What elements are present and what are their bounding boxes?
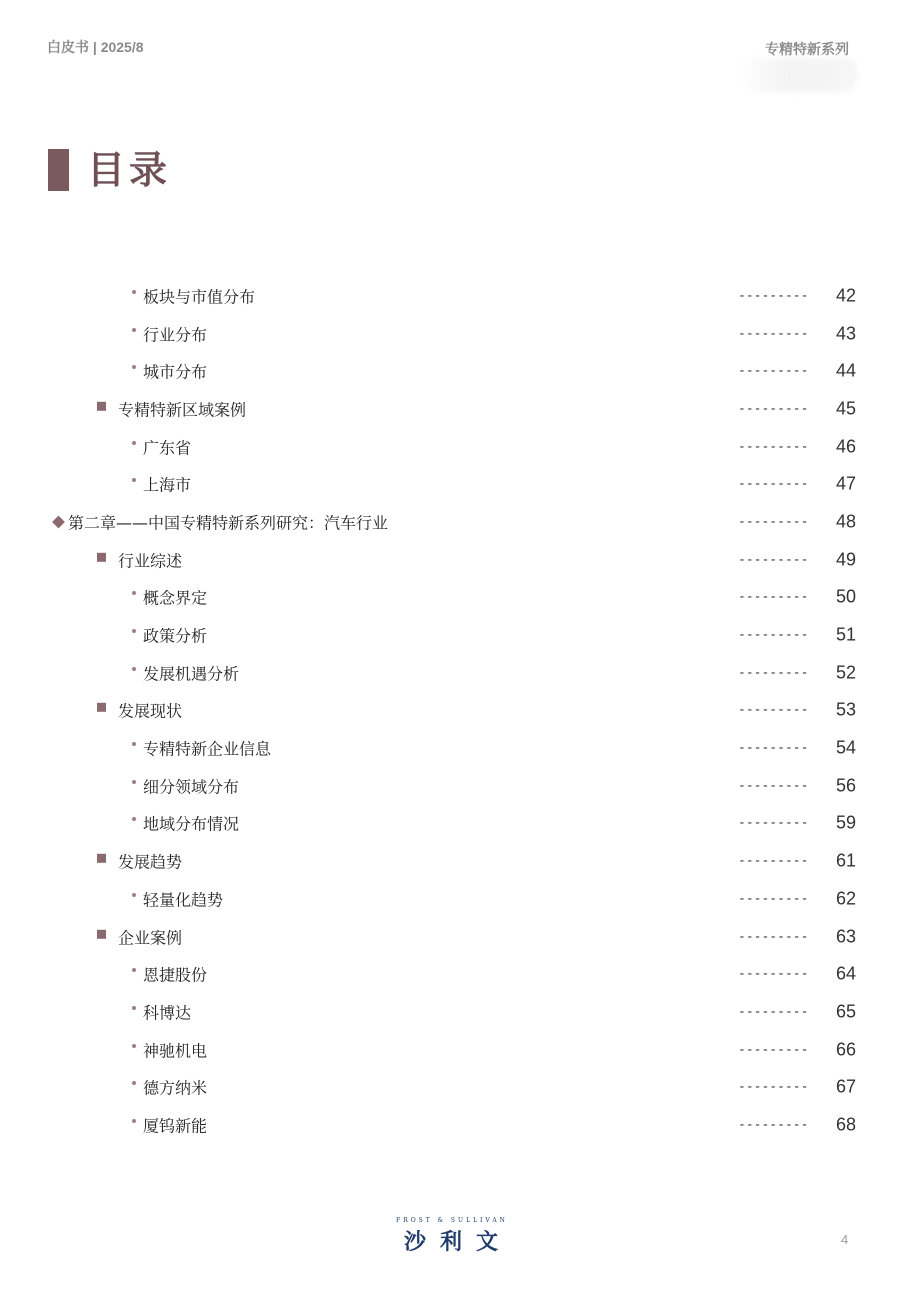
toc-entry-page: 64 xyxy=(835,963,856,984)
toc-entry-label: 板块与市值分布 xyxy=(143,287,256,307)
toc-entry-label: 专精特新企业信息 xyxy=(143,739,272,759)
toc-entry[interactable] xyxy=(0,805,900,843)
toc-entry[interactable] xyxy=(0,428,900,466)
toc-entry-page: 63 xyxy=(835,926,856,947)
toc-entry[interactable] xyxy=(0,654,900,692)
toc-entry-label: 科博达 xyxy=(143,1003,192,1023)
toc-leader-dashes: --------- xyxy=(738,1117,809,1133)
toc-entry-label: 行业综述 xyxy=(118,551,183,571)
title-accent-bar xyxy=(48,149,69,191)
toc-leader-dashes: --------- xyxy=(738,1079,809,1095)
toc-leader-dashes: --------- xyxy=(738,401,809,417)
square-bullet-icon xyxy=(97,703,106,712)
toc-entry-label: 广东省 xyxy=(143,438,192,458)
toc-entry[interactable] xyxy=(0,993,900,1031)
toc-leader-dashes: --------- xyxy=(738,966,809,982)
toc-entry[interactable] xyxy=(0,842,900,880)
dot-bullet-icon xyxy=(132,591,136,595)
toc-entry-label: 发展趋势 xyxy=(118,852,183,872)
square-bullet-icon xyxy=(97,854,106,863)
toc-entry[interactable] xyxy=(0,1031,900,1069)
dot-bullet-icon xyxy=(132,1119,136,1123)
toc-entry[interactable] xyxy=(0,616,900,654)
dot-bullet-icon xyxy=(132,817,136,821)
toc-entry-page: 42 xyxy=(835,285,856,306)
toc-leader-dashes: --------- xyxy=(738,815,809,831)
toc-entry-page: 48 xyxy=(835,511,856,532)
square-bullet-icon xyxy=(97,929,106,938)
toc-entry-page: 65 xyxy=(835,1001,856,1022)
toc-entry[interactable] xyxy=(0,315,900,353)
toc-entry-page: 44 xyxy=(835,360,856,381)
toc-leader-dashes: --------- xyxy=(738,1004,809,1020)
table-of-contents xyxy=(0,277,900,1144)
toc-entry-page: 66 xyxy=(835,1039,856,1060)
toc-entry-page: 67 xyxy=(835,1076,856,1097)
toc-entry-label: 细分领域分布 xyxy=(143,777,240,797)
header-date: 白皮书 | 2025/8 xyxy=(47,39,144,55)
toc-entry-label: 上海市 xyxy=(143,475,192,495)
logo-english-text: FROST & SULLIVAN xyxy=(396,1217,508,1224)
toc-entry-page: 51 xyxy=(835,624,856,645)
dot-bullet-icon xyxy=(132,441,136,445)
toc-entry-page: 49 xyxy=(835,549,856,570)
toc-leader-dashes: --------- xyxy=(738,627,809,643)
frost-sullivan-logo xyxy=(390,1217,514,1256)
dot-bullet-icon xyxy=(132,1006,136,1010)
dot-bullet-icon xyxy=(132,328,136,332)
toc-entry[interactable] xyxy=(0,277,900,315)
dot-bullet-icon xyxy=(132,478,136,482)
header-series: 专精特新系列 xyxy=(765,42,849,58)
toc-leader-dashes: --------- xyxy=(738,1042,809,1058)
dot-bullet-icon xyxy=(132,667,136,671)
toc-entry-label: 城市分布 xyxy=(143,362,208,382)
dot-bullet-icon xyxy=(132,629,136,633)
toc-leader-dashes: --------- xyxy=(738,929,809,945)
toc-leader-dashes: --------- xyxy=(738,589,809,605)
dot-bullet-icon xyxy=(132,893,136,897)
toc-entry-page: 59 xyxy=(835,812,856,833)
toc-entry-label: 恩捷股份 xyxy=(143,965,208,985)
toc-entry-page: 61 xyxy=(835,850,856,871)
square-bullet-icon xyxy=(97,402,106,411)
toc-entry[interactable] xyxy=(0,503,900,541)
toc-entry-page: 47 xyxy=(835,473,856,494)
toc-entry-label: 专精特新区域案例 xyxy=(118,400,247,420)
toc-leader-dashes: --------- xyxy=(738,853,809,869)
toc-entry[interactable] xyxy=(0,692,900,730)
toc-entry-label: 行业分布 xyxy=(143,325,208,345)
toc-entry-label: 企业案例 xyxy=(118,928,183,948)
toc-entry-label: 厦钨新能 xyxy=(143,1116,208,1136)
toc-entry-label: 政策分析 xyxy=(143,626,208,646)
toc-entry[interactable] xyxy=(0,955,900,993)
square-bullet-icon xyxy=(97,552,106,561)
toc-entry-label: 轻量化趋势 xyxy=(143,890,224,910)
dot-bullet-icon xyxy=(132,1044,136,1048)
toc-entry-page: 68 xyxy=(835,1114,856,1135)
toc-entry[interactable] xyxy=(0,579,900,617)
dot-bullet-icon xyxy=(132,780,136,784)
toc-entry[interactable] xyxy=(0,390,900,428)
toc-entry[interactable] xyxy=(0,767,900,805)
toc-entry-page: 54 xyxy=(835,737,856,758)
toc-entry-page: 45 xyxy=(835,398,856,419)
toc-leader-dashes: --------- xyxy=(738,891,809,907)
toc-leader-dashes: --------- xyxy=(738,778,809,794)
toc-leader-dashes: --------- xyxy=(738,288,809,304)
toc-entry-page: 53 xyxy=(835,699,856,720)
toc-leader-dashes: --------- xyxy=(738,363,809,379)
toc-entry-page: 43 xyxy=(835,323,856,344)
toc-entry-label: 概念界定 xyxy=(143,588,208,608)
dot-bullet-icon xyxy=(132,365,136,369)
toc-entry[interactable] xyxy=(0,352,900,390)
diamond-bullet-icon xyxy=(52,516,65,529)
toc-entry[interactable] xyxy=(0,465,900,503)
toc-entry-label: 地域分布情况 xyxy=(143,814,240,834)
toc-entry-page: 52 xyxy=(835,662,856,683)
toc-leader-dashes: --------- xyxy=(738,439,809,455)
toc-entry[interactable] xyxy=(0,880,900,918)
toc-entry[interactable] xyxy=(0,1068,900,1106)
dot-bullet-icon xyxy=(132,742,136,746)
dot-bullet-icon xyxy=(132,1081,136,1085)
toc-leader-dashes: --------- xyxy=(738,702,809,718)
toc-entry-label: 发展现状 xyxy=(118,701,183,721)
toc-leader-dashes: --------- xyxy=(738,665,809,681)
page-number: 4 xyxy=(841,1232,849,1247)
toc-entry[interactable] xyxy=(0,729,900,767)
toc-entry-page: 62 xyxy=(835,888,856,909)
toc-entry-label: 发展机遇分析 xyxy=(143,664,240,684)
toc-entry[interactable] xyxy=(0,541,900,579)
toc-leader-dashes: --------- xyxy=(738,514,809,530)
toc-leader-dashes: --------- xyxy=(738,476,809,492)
toc-entry-label: 德方纳米 xyxy=(143,1078,208,1098)
toc-entry-page: 46 xyxy=(835,436,856,457)
toc-entry[interactable] xyxy=(0,1106,900,1144)
toc-leader-dashes: --------- xyxy=(738,326,809,342)
toc-entry-page: 56 xyxy=(835,775,856,796)
toc-entry-label: 第二章——中国专精特新系列研究：汽车行业 xyxy=(68,513,389,533)
dot-bullet-icon xyxy=(132,968,136,972)
toc-leader-dashes: --------- xyxy=(738,552,809,568)
page-title: 目录 xyxy=(87,148,172,192)
toc-entry-label: 神驰机电 xyxy=(143,1041,208,1061)
toc-entry-page: 50 xyxy=(835,586,856,607)
logo-chinese-text: 沙利文 xyxy=(403,1230,512,1255)
dot-bullet-icon xyxy=(132,290,136,294)
header-watermark xyxy=(738,58,858,92)
toc-leader-dashes: --------- xyxy=(738,740,809,756)
toc-entry[interactable] xyxy=(0,918,900,956)
